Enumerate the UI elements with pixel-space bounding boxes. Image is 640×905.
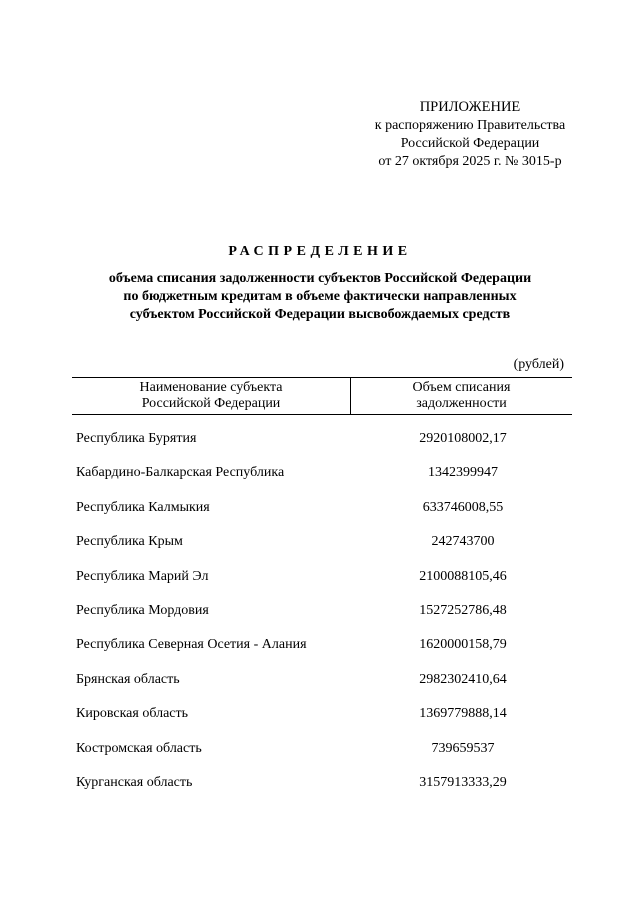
table-row bbox=[72, 431, 572, 465]
table-row bbox=[72, 637, 572, 671]
debt-value: 633746008,55 bbox=[422, 499, 504, 515]
region-name: Брянская область bbox=[76, 671, 180, 687]
table-row bbox=[72, 465, 572, 499]
region-name: Кировская область bbox=[76, 706, 189, 722]
table-row bbox=[72, 534, 572, 568]
region-name: Курганская область bbox=[76, 774, 193, 790]
debt-value: 739659537 bbox=[431, 740, 495, 756]
header-value bbox=[351, 378, 572, 414]
region-name: Республика Крым bbox=[76, 534, 183, 550]
region-name: Костромская область bbox=[76, 740, 202, 756]
distribution-table bbox=[72, 377, 572, 790]
debt-value: 1342399947 bbox=[428, 465, 498, 481]
region-name: Республика Бурятия bbox=[76, 431, 197, 446]
debt-value: 2100088105,46 bbox=[419, 568, 507, 584]
subtitle-line: объема списания задолженности субъектов Российской Федерации bbox=[108, 271, 532, 286]
debt-value: 3157913333,29 bbox=[419, 774, 507, 790]
annex-title: ПРИЛОЖЕНИЕ bbox=[419, 99, 521, 115]
debt-value: 242743700 bbox=[431, 534, 495, 550]
table-row bbox=[72, 500, 572, 534]
debt-value: 1620000158,79 bbox=[419, 637, 507, 653]
region-name: Республика Калмыкия bbox=[76, 499, 210, 515]
header-value-line: Объем списания bbox=[412, 380, 511, 395]
table-header bbox=[72, 377, 572, 415]
table-row bbox=[72, 672, 572, 706]
annex-line: от 27 октября 2025 г. № 3015-р bbox=[378, 154, 562, 169]
annex-line: к распоряжению Правительства bbox=[374, 118, 566, 133]
subtitle-line: субъектом Российской Федерации высвобождаемых средств bbox=[129, 307, 511, 322]
annex-block bbox=[340, 98, 600, 171]
debt-value: 1527252786,48 bbox=[419, 602, 507, 618]
header-value-line: задолженности bbox=[416, 396, 507, 411]
region-name: Республика Северная Осетия - Алания bbox=[76, 637, 307, 653]
table-body bbox=[72, 431, 572, 809]
region-name: Республика Мордовия bbox=[76, 602, 209, 618]
subtitle-line: по бюджетным кредитам в объеме фактически направленных bbox=[123, 289, 517, 304]
document-subtitle bbox=[60, 270, 580, 324]
table-row bbox=[72, 706, 572, 740]
table-row bbox=[72, 603, 572, 637]
header-name-line: Наименование субъекта bbox=[139, 380, 283, 395]
debt-value: 2920108002,17 bbox=[419, 431, 507, 446]
header-name bbox=[72, 378, 351, 414]
debt-value: 1369779888,14 bbox=[419, 706, 507, 722]
header-name-line: Российской Федерации bbox=[141, 396, 281, 411]
region-name: Кабардино-Балкарская Республика bbox=[76, 465, 285, 481]
annex-line: Российской Федерации bbox=[400, 136, 540, 151]
debt-value: 2982302410,64 bbox=[419, 671, 507, 687]
unit-label: (рублей) bbox=[513, 357, 564, 372]
document-title: РАСПРЕДЕЛЕНИЕ bbox=[228, 244, 412, 259]
table-row bbox=[72, 775, 572, 809]
region-name: Республика Марий Эл bbox=[76, 568, 209, 584]
table-row bbox=[72, 741, 572, 775]
table-row bbox=[72, 569, 572, 603]
